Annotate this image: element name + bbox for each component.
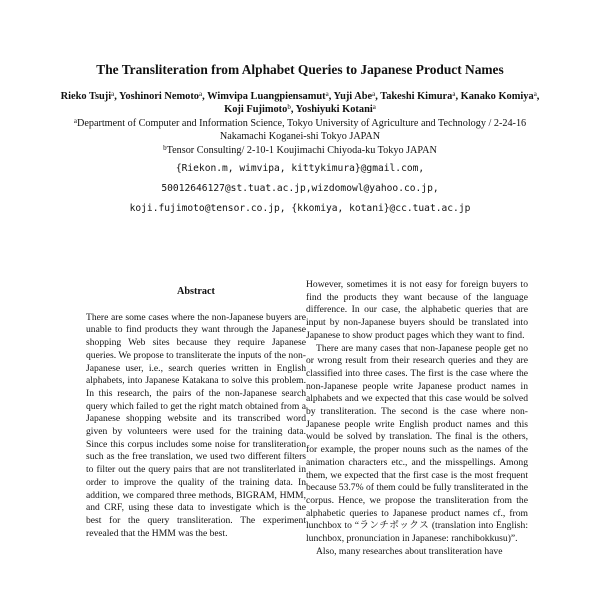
intro-paragraph-2: There are many cases that non-Japanese people get no or wrong result from their research queries and they are classified into three cases. The first is the case where the non-Japanese people write Japanese product names in alphabets and we expected that this case would be solved by transliteration. The second is the case where non-Japanese people write English product names and this would be solved by translation. The final is the others, for example, the proper nouns such as the names of the animation characters etc., and the misspellings. Among them, we expected that the first case is the most frequent because 53.7% of them could be fully transliterated in the corpus. Hence, we propose the transliteration from the alphabetic queries to Japanese product names cf., from lunchbox to “ランチボックス (translation into English: lunchbox, pronunciation in Japanese: ranchibokkusu)”. (306, 342, 528, 545)
email-line: {Riekon.m, wimvipa, kittykimura}@gmail.com, (175, 163, 425, 174)
affiliation-a-marker: a (73, 117, 77, 125)
author-affiliation-marker: a (111, 90, 115, 98)
email-line: koji.fujimoto@tensor.co.jp, {kkomiya, kotani}@cc.tuat.ac.jp (129, 203, 471, 214)
author-affiliation-marker: a (452, 90, 456, 98)
author-affiliation-marker: a (325, 90, 329, 98)
author-name: Rieko Tsuji (60, 91, 112, 102)
affiliation-a-text: Department of Computer and Information Science, Tokyo University of Agriculture and Technology / 2-24-16 Nakamachi Koganei-shi Tokyo JAPAN (76, 118, 527, 142)
right-column (306, 279, 528, 558)
author-separator: , (536, 91, 540, 102)
email-line: 50012646127@st.tuat.ac.jp,wizdomowl@yahoo.co.jp, (161, 183, 439, 194)
left-column (86, 286, 306, 540)
paper-title: The Transliteration from Alphabet Queries to Japanese Product Names (96, 62, 504, 77)
author-separator: , (455, 91, 461, 102)
author-name: Yoshinori Nemoto (119, 91, 199, 102)
author-affiliation-marker: a (199, 90, 203, 98)
intro-paragraph-3: Also, many researches about transliteration have (316, 545, 503, 557)
author-name: Takeshi Kimura (380, 91, 453, 102)
author-name: Yuji Abe (333, 91, 373, 102)
author-separator: , (328, 91, 334, 102)
affiliation-b-text: Tensor Consulting/ 2-10-1 Koujimachi Chiyoda-ku Tokyo JAPAN (166, 145, 437, 156)
author-separator: , (114, 91, 120, 102)
author-separator: , (375, 91, 381, 102)
author-affiliation-marker: a (372, 90, 376, 98)
affiliation-a (60, 117, 540, 143)
abstract-heading: Abstract (177, 286, 215, 297)
intro-paragraph-1: However, sometimes it is not easy for foreign buyers to find the products they want because of the language difference. In our case, the alphabetic queries that are input by non-Japanese buyers should be translated into Japanese to show product pages which they want to find. (306, 279, 528, 341)
author-affiliation-marker: b (287, 103, 291, 111)
email-block (20, 159, 580, 219)
author-name: Koji Fujimoto (224, 104, 288, 115)
author-affiliation-marker: a (372, 103, 376, 111)
author-separator: , (290, 104, 296, 115)
author-affiliation-marker: a (533, 90, 537, 98)
author-list (60, 90, 540, 116)
affiliation-b-marker: b (163, 144, 167, 152)
affiliation-b (60, 144, 540, 157)
abstract-paragraph: There are some cases where the non-Japanese buyers are unable to find products they want through the Japanese shopping Web sites because they require Japanese queries. We propose to transliterate the inputs of the non-Japanese user, i.e., search queries written in English alphabets, into Japanese Katakana to solve this problem. In this research, the pairs of the non-Japanese search query which failed to get the right match obtained from a Japanese shopping website and its transcribed word given by volunteers were used for the training data. Since this corpus includes some noise for transliteration such as the free translation, we used two different filters to filter out the query pairs that are not transliterlated in order to improve the quality of the training data. In addition, we compared three methods, BIGRAM, HMM, and CRF, using these data to investigate which is the best for the query transliteration. The experiment revealed that the HMM was the best. (86, 311, 306, 539)
author-name: Kanako Komiya (460, 91, 534, 102)
author-name: Yoshiyuki Kotani (295, 104, 373, 115)
author-name: Wimvipa Luangpiensamut (207, 91, 326, 102)
author-separator: , (202, 91, 208, 102)
